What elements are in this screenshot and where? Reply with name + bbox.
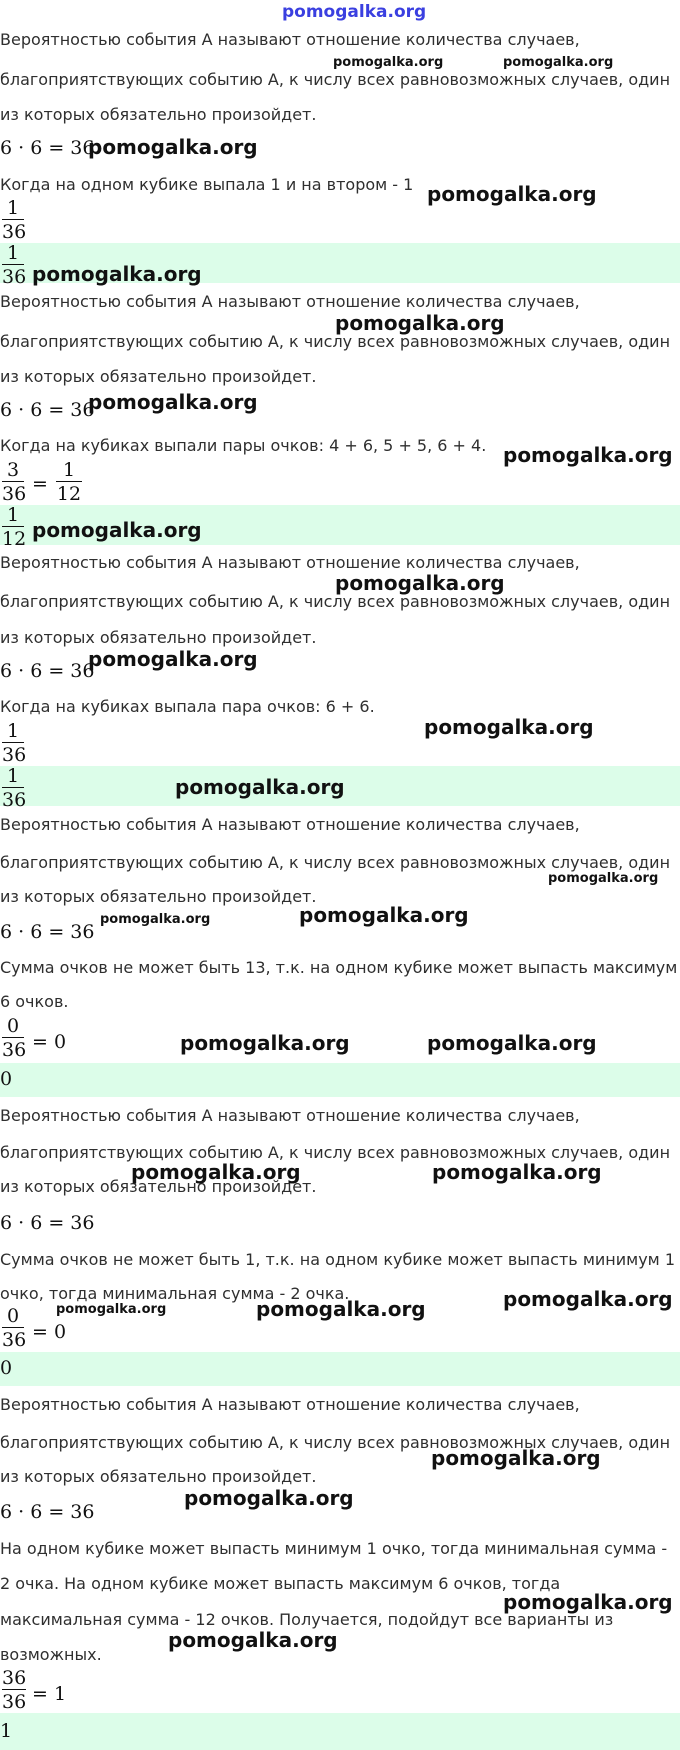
condition-line-1: На одном кубике может выпасть минимум 1 очко, тогда минимальная сумма - <box>0 1539 668 1558</box>
condition-text: Когда на одном кубике выпала 1 и на втором - 1 <box>0 175 414 194</box>
watermark: pomogalka.org <box>548 871 659 886</box>
watermark: pomogalka.org <box>32 518 202 542</box>
answer-fraction <box>2 242 27 288</box>
total-outcomes: 6 · 6 = 36 <box>0 137 95 159</box>
numerator: 36 <box>2 1667 27 1689</box>
condition-line-2: 2 очка. На одном кубике может выпасть максимум 6 очков, тогда <box>0 1574 561 1593</box>
definition-line-1: Вероятностью события А называют отношение количества случаев, <box>0 553 580 572</box>
definition-line-2: благоприятствующих событию А, к числу всех равновозможных случаев, один <box>0 592 671 611</box>
definition-line-2: благоприятствующих событию А, к числу всех равновозможных случаев, один <box>0 70 671 89</box>
answer-fraction <box>2 504 27 550</box>
watermark: pomogalka.org <box>431 1446 601 1470</box>
denominator: 36 <box>2 221 27 243</box>
condition-line-2: 6 очков. <box>0 992 69 1011</box>
condition-line-4: возможных. <box>0 1645 102 1664</box>
condition-line-2: очко, тогда минимальная сумма - 2 очка. <box>0 1284 350 1303</box>
watermark: pomogalka.org <box>88 390 258 414</box>
answer-fraction <box>2 765 27 811</box>
numerator: 0 <box>6 1015 20 1037</box>
watermark: pomogalka.org <box>56 1302 167 1317</box>
watermark: pomogalka.org <box>335 311 505 335</box>
answer-highlight <box>0 1713 680 1750</box>
watermark: pomogalka.org <box>335 571 505 595</box>
probability-fraction <box>2 1015 27 1061</box>
watermark: pomogalka.org <box>432 1160 602 1184</box>
definition-line-1: Вероятностью события А называют отношение количества случаев, <box>0 30 580 49</box>
numerator: 1 <box>6 765 20 787</box>
watermark: pomogalka.org <box>427 182 597 206</box>
equals-sign: = <box>32 473 48 495</box>
watermark: pomogalka.org <box>503 1287 673 1311</box>
equals-result: = 0 <box>32 1031 67 1053</box>
denominator: 36 <box>2 789 27 811</box>
probability-fraction <box>2 1668 26 1712</box>
definition-line-2: благоприятствующих событию А, к числу всех равновозможных случаев, один <box>0 332 671 351</box>
definition-line-1: Вероятностью события А называют отношение количества случаев, <box>0 1395 580 1414</box>
total-outcomes: 6 · 6 = 36 <box>0 1212 95 1234</box>
total-outcomes: 6 · 6 = 36 <box>0 660 95 682</box>
answer-highlight <box>0 1352 680 1386</box>
watermark: pomogalka.org <box>100 912 211 927</box>
definition-line-3: из которых обязательно произойдет. <box>0 367 317 386</box>
watermark: pomogalka.org <box>427 1031 597 1055</box>
answer-value: 0 <box>0 1068 13 1090</box>
watermark: pomogalka.org <box>180 1031 350 1055</box>
definition-line-2: благоприятствующих событию А, к числу всех равновозможных случаев, один <box>0 1433 671 1452</box>
total-outcomes: 6 · 6 = 36 <box>0 921 95 943</box>
definition-line-3: из которых обязательно произойдет. <box>0 628 317 647</box>
definition-line-2: благоприятствующих событию А, к числу всех равновозможных случаев, один <box>0 853 671 872</box>
watermark: pomogalka.org <box>184 1486 354 1510</box>
condition-line-1: Сумма очков не может быть 13, т.к. на одном кубике может выпасть максимум <box>0 958 678 977</box>
result-fraction <box>56 460 82 504</box>
probability-fraction <box>2 197 27 243</box>
condition-line-1: Сумма очков не может быть 1, т.к. на одном кубике может выпасть минимум 1 <box>0 1250 676 1269</box>
answer-value: 1 <box>0 1720 13 1742</box>
numerator: 1 <box>6 720 20 742</box>
probability-fraction <box>2 1305 27 1351</box>
numerator: 1 <box>6 242 20 264</box>
denominator: 36 <box>2 266 27 288</box>
watermark: pomogalka.org <box>424 715 594 739</box>
numerator: 1 <box>6 197 20 219</box>
denominator: 36 <box>2 1329 27 1351</box>
watermark: pomogalka.org <box>32 262 202 286</box>
answer-value: 0 <box>0 1357 13 1379</box>
watermark: pomogalka.org <box>333 55 444 70</box>
watermark: pomogalka.org <box>175 775 345 799</box>
watermark: pomogalka.org <box>503 55 614 70</box>
definition-line-1: Вероятностью события А называют отношение количества случаев, <box>0 292 580 311</box>
numerator: 1 <box>62 459 76 481</box>
definition-line-3: из которых обязательно произойдет. <box>0 1177 317 1196</box>
answer-highlight <box>0 1063 680 1097</box>
denominator: 36 <box>2 1039 27 1061</box>
total-outcomes: 6 · 6 = 36 <box>0 1501 95 1523</box>
watermark: pomogalka.org <box>131 1160 301 1184</box>
watermark: pomogalka.org <box>503 443 673 467</box>
denominator: 36 <box>2 744 27 766</box>
condition-text: Когда на кубиках выпала пара очков: 6 + 6. <box>0 697 375 716</box>
watermark: pomogalka.org <box>168 1628 338 1652</box>
probability-fraction <box>2 459 27 505</box>
watermark: pomogalka.org <box>299 903 469 927</box>
definition-line-3: из которых обязательно произойдет. <box>0 1467 317 1486</box>
watermark: pomogalka.org <box>503 1590 673 1614</box>
equals-result: = 1 <box>32 1683 67 1705</box>
condition-line-3: максимальная сумма - 12 очков. Получается, подойдут все варианты из <box>0 1610 614 1629</box>
definition-line-1: Вероятностью события А называют отношение количества случаев, <box>0 815 580 834</box>
watermark: pomogalka.org <box>256 1297 426 1321</box>
definition-line-2: благоприятствующих событию А, к числу всех равновозможных случаев, один <box>0 1143 671 1162</box>
equals-result: = 0 <box>32 1321 67 1343</box>
denominator: 36 <box>2 483 27 505</box>
condition-text: Когда на кубиках выпали пары очков: 4 + 6, 5 + 5, 6 + 4. <box>0 436 487 455</box>
denominator: 12 <box>56 483 82 505</box>
site-header-label[interactable]: pomogalka.org <box>282 2 427 22</box>
definition-line-3: из которых обязательно произойдет. <box>0 887 317 906</box>
total-outcomes: 6 · 6 = 36 <box>0 399 95 421</box>
probability-fraction <box>2 720 27 766</box>
denominator: 36 <box>2 1691 27 1713</box>
numerator: 0 <box>6 1305 20 1327</box>
definition-line-3: из которых обязательно произойдет. <box>0 105 317 124</box>
denominator: 12 <box>2 528 27 550</box>
numerator: 3 <box>6 459 20 481</box>
numerator: 1 <box>6 504 20 526</box>
watermark: pomogalka.org <box>88 135 258 159</box>
definition-line-1: Вероятностью события А называют отношение количества случаев, <box>0 1106 580 1125</box>
watermark: pomogalka.org <box>88 647 258 671</box>
